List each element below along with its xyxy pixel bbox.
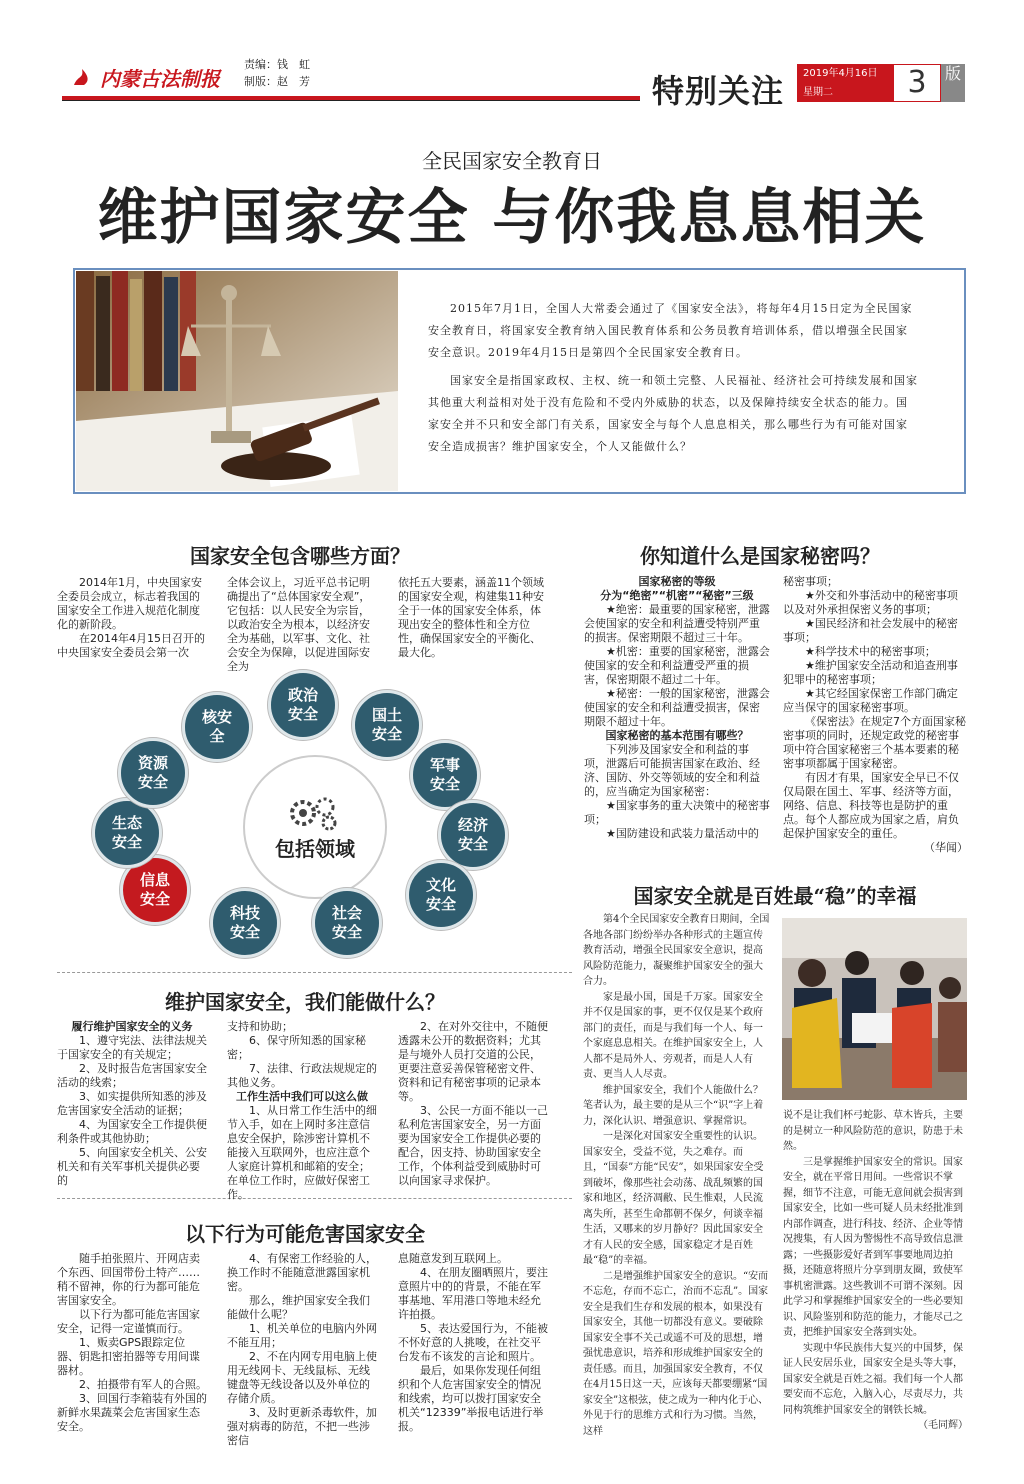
security-domains-diagram [90, 670, 540, 960]
stability-paragraph: 一是深化对国家安全重要性的认识。国家安全，受益不觉，失之难存。而且，“国泰”方能“民安”，如果国家安全受到破坏，像那些社会动荡、战乱频繁的国家和地区，经济凋敝、民生惟艰，人民流离失所，甚至生命都朝不保夕，何谈幸福生活，又哪来的岁月静好？因此国家安全才有人民的安全感，国家稳定才是百姓最“稳”的幸福。 [583, 1131, 764, 1266]
domain-society [312, 888, 382, 958]
intro-paragraph: 2015年7月1日，全国人大常委会通过了《国家安全法》，将每年4月15日定为全民国家安全教育日，将国家安全教育纳入国民教育体系和公务员教育培训体系，借以增强全民国家安全意识。2019年4月15日是第四个全民国家安全教育日。 [428, 302, 913, 359]
whatcan-item: 7、法律、行政法规规定的其他义务。 [227, 1062, 377, 1089]
harm-paragraph: 息随意发到互联网上。 [398, 1252, 508, 1265]
domain-label: 科技安全 [229, 904, 260, 941]
harm-col-2 [227, 1252, 377, 1448]
secrets-paragraph: 有因才有果，国家安全早已不仅仅局限在国土、军事、经济等方面，网络、信息、科技等也是防护的重点。每个人都应成为国家之盾，肩负起保护国家安全的重任。 [783, 771, 959, 840]
stability-byline: （毛同辉） [918, 1420, 968, 1431]
scope-paragraph: 依托五大要素，涵盖11个领域的国家安全观，构建集11种安全于一体的国家安全体系，体现出安全的整体性和全方位性，确保国家安全的平衡化、最大化。 [398, 576, 544, 659]
domain-culture [406, 860, 476, 930]
harm-paragraph: 2、拍摄带有军人的合照。 [79, 1378, 207, 1391]
domain-label: 社会安全 [331, 904, 362, 941]
whatcan-item: 3、公民一方面不能以一己私利危害国家安全，另一方面要为国家安全工作提供必要的配合，因支持、协助国家安全工作，个体利益受到威胁时可以向国家寻求保护。 [398, 1104, 548, 1187]
police-promotion-photo [782, 918, 967, 1100]
whatcan-item: 1、从日常工作生活中的细节入手，如在上网时多注意信息安全保护，除涉密计算机不能接入互联网外，也应注意个人家庭计算机和邮箱的安全；在单位工作时，应做好保密工作。 [227, 1104, 377, 1201]
secrets-paragraph: ★绝密：最重要的国家秘密，泄露会使国家的安全和利益遭受特别严重的损害。保密期限不超过三十年。 [584, 603, 770, 644]
intro-text [428, 298, 918, 464]
secrets-paragraph: ★外交和外事活动中的秘密事项以及对外承担保密义务的事项； [783, 589, 958, 616]
diagram-center [243, 755, 387, 899]
whatcan-subheading: 工作生活中我们可以这么做 [236, 1090, 368, 1103]
domain-label: 资源安全 [137, 754, 168, 791]
harm-paragraph: 4、在朋友圈晒照片，要注意照片中的的背景，不能在军事基地、军用港口等地未经允许拍摄。 [398, 1266, 548, 1321]
harm-paragraph: 最后，如果你发现任何组织和个人危害国家安全的情况和线索，均可以拨打国家安全机关“12339”举报电话进行举报。 [398, 1364, 544, 1433]
domain-label: 信息安全 [139, 871, 170, 908]
domain-label: 国土安全 [371, 706, 402, 743]
domain-label: 经济安全 [457, 816, 488, 853]
domain-label: 政治安全 [287, 686, 318, 723]
page-number: 3 [893, 64, 941, 102]
harm-paragraph: 4、有保密工作经验的人，换工作时不能随意泄露国家机密。 [227, 1252, 377, 1293]
scope-col-1 [57, 576, 205, 660]
stability-paragraph: 三是掌握维护国家安全的常识。国家安全，就在平常日用间。一些常识不掌握，细节不注意，可能无意间就会损害到国家安全，比如一些可疑人员未经批准到内部作调查，进行科技、经济、企业等情况搜集，有人因为警惕性不高导致信息泄露；一些摄影爱好者到军事要地周边拍摄，还随意将照片分享到朋友圈，致使军事机密泄露。这些教训不可谓不深刻。因此学习和掌握维护国家安全的一些必要知识、风险鉴别和防范的能力，才能尽己之责，把维护国家安全落到实处。 [783, 1156, 963, 1338]
secrets-paragraph: ★科学技术中的秘密事项； [805, 645, 936, 658]
stability-paragraph: 说不是让我们杯弓蛇影、草木皆兵，主要的是树立一种风险防范的意识，防患于未然。 [783, 1110, 963, 1152]
secrets-byline: （华闻） [924, 841, 968, 854]
section-divider [57, 972, 572, 973]
harm-paragraph: 1、贩卖GPS跟踪定位器、钥匙扣密拍器等专用间谍器材。 [57, 1336, 200, 1377]
issue-weekday: 星期二 [803, 87, 833, 98]
whatcan-subheading: 履行维护国家安全的义务 [71, 1020, 193, 1033]
secrets-paragraph: ★维护国家安全活动和追查刑事犯罪中的秘密事项； [783, 659, 958, 686]
whatcan-item: 3、如实提供所知悉的涉及危害国家安全活动的证据； [57, 1090, 207, 1117]
domain-label: 核安全 [201, 708, 232, 745]
diagram-center-label: 包括领域 [275, 836, 355, 861]
layout-line: 制版：赵 芳 [244, 75, 310, 88]
whatcan-col-3 [398, 1020, 548, 1188]
domain-label: 生态安全 [111, 814, 142, 851]
whatcan-title: 维护国家安全，我们能做什么？ [165, 990, 445, 1014]
headline: 维护国家安全 与你我息息相关 [97, 183, 927, 253]
justice-statue-gavel-photo [76, 271, 398, 491]
secrets-paragraph: ★国防建设和武装力量活动中的 [606, 827, 759, 840]
domain-label: 军事安全 [429, 756, 460, 793]
intro-paragraph: 国家安全是指国家政权、主权、统一和领土完整、人民福祉、经济社会可持续发展和国家其他重大利益相对处于没有危险和不受内外威胁的状态，以及保障持续安全状态的能力。国家安全并不只和安全部门有关系，国家安全与每个人息息相关，那么哪些行为有可能对国家安全造成损害？维护国家安全，个人又能做什么？ [428, 374, 918, 453]
gears-icon [285, 793, 345, 833]
secrets-paragraph: 下列涉及国家安全和利益的事项，泄露后可能损害国家在政治、经济、国防、外交等领域的安全和利益的，应当确定为国家秘密： [584, 743, 760, 798]
scope-col-2 [227, 576, 375, 674]
harm-paragraph: 3、回国行李箱装有外国的新鲜水果蔬菜会危害国家生态安全。 [57, 1392, 207, 1433]
whatcan-item: 1、遵守宪法、法律法规关于国家安全的有关规定； [57, 1034, 207, 1061]
whatcan-item: 4、为国家安全工作提供便利条件或其他协助； [57, 1118, 207, 1145]
harm-paragraph: 3、及时更新杀毒软件，加强对病毒的防范，不把一些涉密信 [227, 1406, 377, 1447]
masthead-logo [70, 62, 230, 92]
harm-paragraph: 5、表达爱国行为，不能被不怀好意的人挑唆，在社交平台发布不该发的言论和照片。 [398, 1322, 548, 1363]
harm-paragraph: 随手拍张照片、开网店卖个东西、回国带份土特产……稍不留神，你的行为都可能危害国家安全。 [57, 1252, 200, 1307]
stability-paragraph: 家是最小国，国是千万家。国家安全并不仅是国家的事，更不仅仅是某个政府部门的责任，而是与我们每一个人、每一个家庭息息相关。在维护国家安全上，人人都不是局外人、旁观者，而是人人有责、更当人人尽责。 [583, 991, 763, 1080]
whatcan-item: 5、向国家安全机关、公安机关和有关军事机关提供必要的 [57, 1146, 207, 1187]
stability-paragraph: 第4个全民国家安全教育日期间，全国各地各部门纷纷举办各种形式的主题宣传教育活动，增强全民国家安全意识，提高风险防范能力，凝聚维护国家安全的强大合力。 [583, 914, 770, 987]
whatcan-col-1 [57, 1020, 207, 1188]
harm-title: 以下行为可能危害国家安全 [185, 1222, 425, 1246]
section-title: 特别关注 [652, 72, 785, 110]
stability-col-1 [583, 912, 771, 1439]
stability-col-2 [783, 1108, 968, 1434]
whatcan-col-2 [227, 1020, 377, 1202]
domain-technology [210, 888, 280, 958]
secrets-subheading: 分为“绝密”“机密”“秘密”三级 [600, 589, 754, 602]
secrets-paragraph: 《保密法》在规定7个方面国家秘密事项的同时，还规定政党的秘密事项中符合国家秘密三个基本要素的秘密事项都属于国家秘密。 [783, 715, 966, 770]
whatcan-item: 2、在对外交往中，不随便透露未公开的数据资料；尤其是与境外人员打交道的公民，更要注意妥善保管秘密文件、资料和记有秘密事项的记录本等。 [398, 1020, 548, 1103]
scope-col-3 [398, 576, 548, 660]
secrets-paragraph: ★秘密：一般的国家秘密，泄露会使国家的安全和利益遭受损害，保密期限不超过十年。 [584, 687, 770, 728]
secrets-paragraph: ★机密：重要的国家秘密，泄露会使国家的安全和利益遭受严重的损害，保密期限不超过二十年。 [584, 645, 770, 686]
stability-paragraph: 维护国家安全，我们个人能做什么？笔者认为，最主要的是从三个“识”字上着力，深化认识、增强意识、掌握常识。 [583, 1084, 764, 1127]
stability-paragraph: 实现中华民族伟大复兴的中国梦，保证人民安居乐业，国家安全是头等大事，国家安全就是百姓之福。我们每一个人都要安而不忘危，入脑入心，尽责尽力，共同构筑维护国家安全的钢铁长城。 [783, 1342, 963, 1416]
harm-paragraph: 以下行为都可能危害国家安全，记得一定谨慎而行。 [57, 1308, 200, 1335]
editor-line: 责编：钱 虹 [244, 58, 310, 71]
whatcan-item: 2、及时报告危害国家安全活动的线索； [57, 1062, 207, 1089]
whatcan-item: 支持和协助； [227, 1020, 293, 1033]
harm-paragraph: 2、不在内网专用电脑上使用无线网卡、无线鼠标、无线键盘等无线设备以及外单位的存储介质。 [227, 1350, 377, 1405]
secrets-col-1 [584, 575, 770, 841]
domain-political [268, 670, 338, 740]
domain-territory [352, 690, 422, 760]
harm-paragraph: 1、机关单位的电脑内外网不能互用； [227, 1322, 377, 1349]
domain-label: 文化安全 [425, 876, 456, 913]
secrets-paragraph: ★其它经国家保密工作部门确定应当保守的国家秘密事项。 [783, 687, 958, 714]
domain-ecology [92, 798, 162, 868]
harm-paragraph: 那么，维护国家安全我们能做什么呢？ [227, 1294, 370, 1321]
secrets-title: 你知道什么是国家秘密吗？ [640, 544, 880, 568]
secrets-col-2 [783, 575, 968, 855]
secrets-paragraph: ★国民经济和社会发展中的秘密事项； [783, 617, 958, 644]
secrets-subheading: 国家秘密的基本范围有哪些？ [605, 729, 749, 742]
editor-credits [244, 56, 310, 90]
secrets-subheading: 国家秘密的等级 [638, 575, 716, 588]
domain-nuclear [182, 692, 252, 762]
scope-paragraph: 在2014年4月15日召开的中央国家安全委员会第一次 [57, 632, 205, 659]
harm-col-3 [398, 1252, 548, 1434]
scope-paragraph: 2014年1月，中央国家安全委员会成立，标志着我国的国家安全工作进入规范化制度化的新阶段。 [57, 576, 202, 631]
domain-economy [438, 800, 508, 870]
scope-paragraph: 全体会议上，习近平总书记明确提出了“总体国家安全观”，它包括：以人民安全为宗旨，以政治安全为根本，以经济安全为基础，以军事、文化、社会安全为保障，以促进国际安全为 [227, 576, 371, 673]
whatcan-item: 6、保守所知悉的国家秘密； [227, 1034, 366, 1061]
stability-title: 国家安全就是百姓最“稳”的幸福 [633, 884, 917, 908]
date-box [797, 64, 893, 102]
page-label: 版 [941, 64, 965, 102]
domain-resources [118, 738, 188, 808]
masthead-black-rule [62, 100, 640, 101]
secrets-paragraph: 秘密事项； [783, 575, 838, 588]
harm-col-1 [57, 1252, 207, 1434]
logo-flame-icon [70, 65, 94, 89]
kicker: 全民国家安全教育日 [422, 149, 602, 173]
stability-paragraph: 二是增强维护国家安全的意识。“安而不忘危，存而不忘亡，治而不忘乱”。国家安全是我们生存和发展的根本，如果没有国家安全，其他一切都没有意义。要破除国家安全事不关己或遥不可及的思想，增强忧患意识，培养和形成维护国家安全的责任感。而且，加强国家安全教育，不仅在4月15日这一天，应该每天都要绷紧“国家安全”这根弦，使之成为一种内化于心、外见于行的思维方式和行为习惯。当然，这样 [583, 1270, 769, 1437]
issue-date: 2019年4月16日 [803, 68, 878, 79]
secrets-paragraph: ★国家事务的重大决策中的秘密事项； [584, 799, 770, 826]
scope-title: 国家安全包含哪些方面？ [190, 544, 410, 568]
logo-text: 内蒙古法制报 [100, 66, 220, 91]
